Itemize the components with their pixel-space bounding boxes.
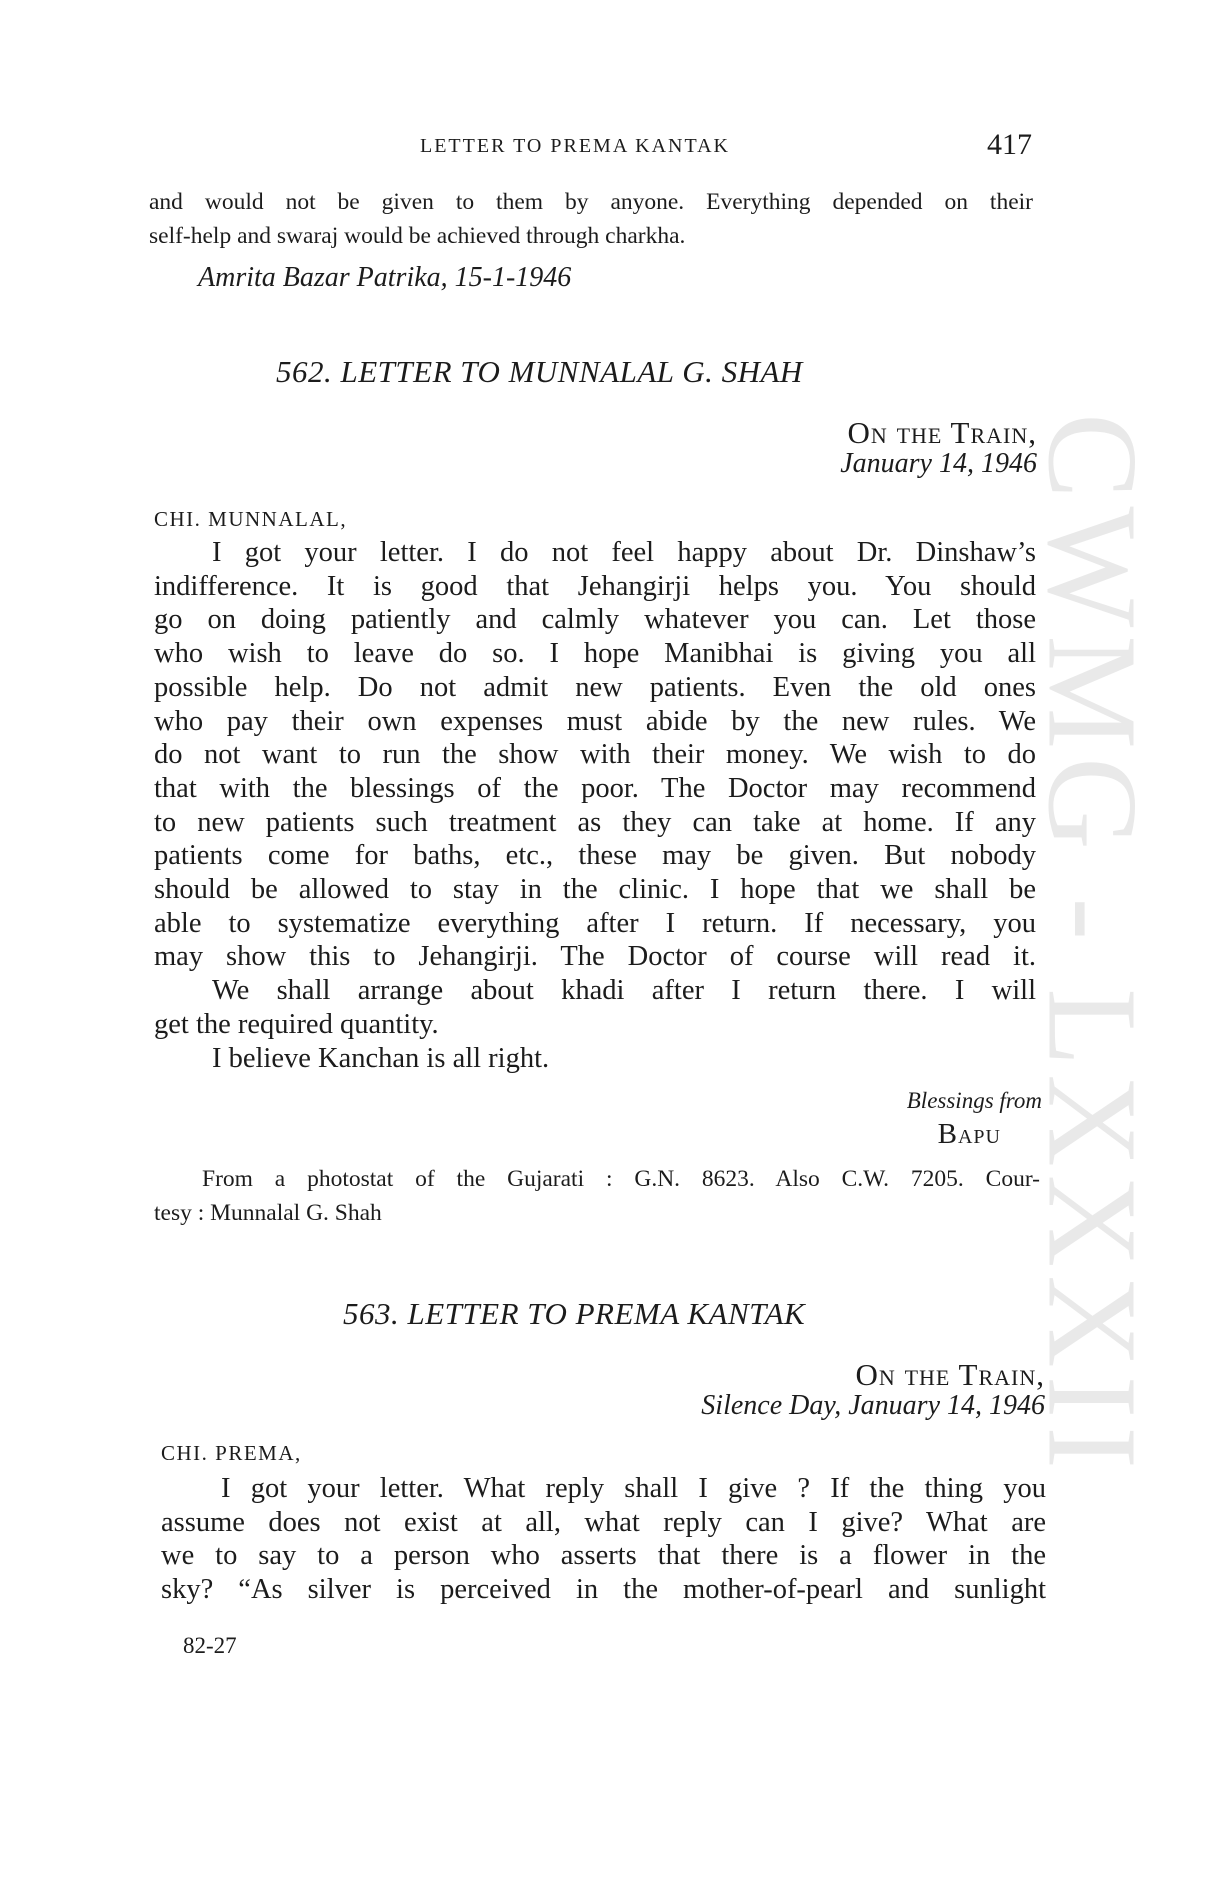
letter-562-body (154, 536, 1036, 1075)
body-line: to new patients such treatment as they can take at home. If any (154, 806, 1036, 838)
page-number: 417 (987, 128, 1032, 161)
letter-563-body (161, 1472, 1046, 1607)
continuation-source: Amrita Bazar Patrika, 15-1-1946 (198, 262, 572, 293)
body-line: I got your letter. I do not feel happy about Dr. Dinshaw’s (212, 537, 1036, 568)
letter-563-title: 563. LETTER TO PREMA KANTAK (343, 1296, 806, 1331)
letter-563-date: Silence Day, January 14, 1946 (701, 1390, 1045, 1421)
body-line: should be allowed to stay in the clinic. I hope that we shall be (154, 874, 1036, 906)
letter-562-source (154, 1162, 1040, 1230)
body-line: get the required quantity. (154, 1008, 439, 1040)
letter-563-salutation: CHI. PREMA, (161, 1441, 302, 1465)
continuation-line: self-help and swaraj would be achieved through charkha. (149, 223, 686, 249)
letter-563-place: On the Train, (855, 1357, 1045, 1392)
body-line: I believe Kanchan is all right. (212, 1042, 550, 1074)
signature-mark: 82-27 (183, 1633, 237, 1658)
continuation-paragraph (149, 185, 1033, 253)
body-line: we to say to a person who asserts that there is a flower in the (161, 1540, 1046, 1572)
body-line: do not want to run the show with their money. We wish to do (154, 739, 1036, 771)
body-line: able to systematize everything after I return. If necessary, you (154, 907, 1036, 939)
source-line: tesy : Munnalal G. Shah (154, 1200, 382, 1226)
letter-562-title: 562. LETTER TO MUNNALAL G. SHAH (276, 354, 803, 389)
body-line: may show this to Jehangirji. The Doctor of course will read it. (154, 941, 1036, 973)
running-head: LETTER TO PREMA KANTAK (420, 135, 730, 157)
watermark: CWMG - LXXXII (1021, 413, 1164, 1477)
body-line: who pay their own expenses must abide by the new rules. We (154, 705, 1036, 737)
source-line: From a photostat of the Gujarati : G.N. 8623. Also C.W. 7205. Cour- (202, 1166, 1040, 1192)
body-line: I got your letter. What reply shall I give ? If the thing you (221, 1473, 1046, 1504)
body-line: that with the blessings of the poor. The Doctor may recommend (154, 772, 1036, 804)
body-line: We shall arrange about khadi after I return there. I will (212, 975, 1036, 1007)
letter-562-salutation: CHI. MUNNALAL, (154, 507, 348, 531)
letter-562-closing: Blessings from (906, 1088, 1042, 1113)
body-line: indifference. It is good that Jehangirji helps you. You should (154, 570, 1036, 602)
body-line: possible help. Do not admit new patients. Even the old ones (154, 671, 1036, 703)
continuation-line: and would not be given to them by anyone. Everything depended on their (149, 189, 1033, 215)
body-line: who wish to leave do so. I hope Manibhai is giving you all (154, 638, 1036, 670)
body-line: assume does not exist at all, what reply can I give? What are (161, 1506, 1046, 1538)
letter-562-place: On the Train, (847, 415, 1037, 450)
body-line: go on doing patiently and calmly whatever you can. Let those (154, 604, 1036, 636)
body-line: patients come for baths, etc., these may be given. But nobody (154, 840, 1036, 872)
letter-562-signature: Bapu (937, 1118, 1001, 1150)
letter-562-date: January 14, 1946 (840, 448, 1037, 479)
body-line: sky? “As silver is perceived in the mother-of-pearl and sunlight (161, 1574, 1046, 1606)
